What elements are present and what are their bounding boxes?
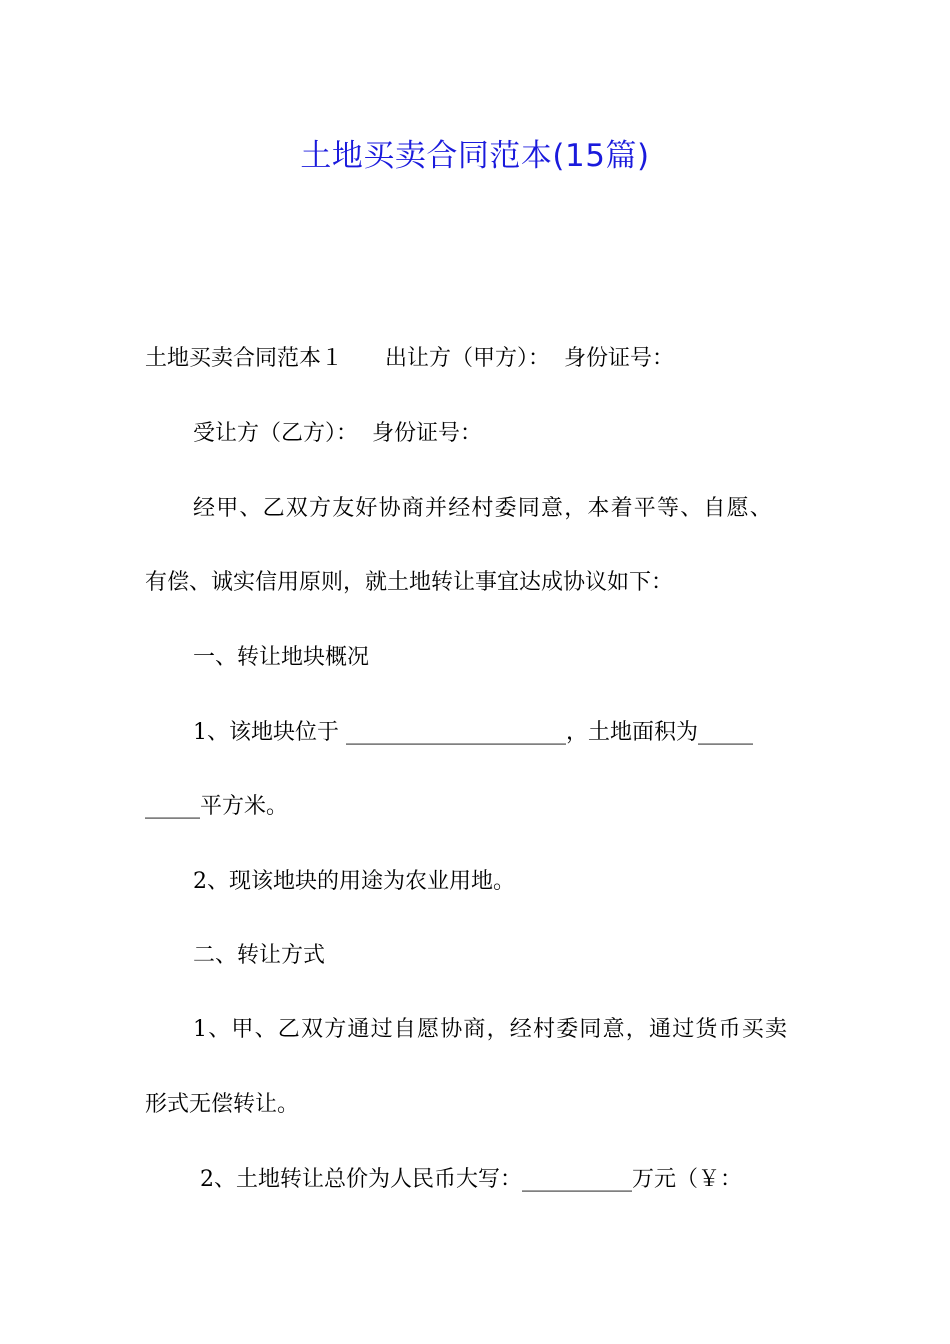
paragraph-line: _____平方米。 bbox=[145, 794, 289, 819]
document-title: 土地买卖合同范本(15篇) bbox=[300, 138, 650, 174]
paragraph-line: 1、甲、乙双方通过自愿协商，经村委同意，通过货币买卖 bbox=[193, 1017, 789, 1042]
paragraph-line: 受让方（乙方）： 身份证号： bbox=[193, 421, 482, 446]
paragraph-line: 有偿、诚实信用原则，就土地转让事宜达成协议如下： bbox=[145, 570, 674, 595]
paragraph-line: 形式无偿转让。 bbox=[145, 1092, 300, 1117]
paragraph-line: 经甲、乙双方友好协商并经村委同意，本着平等、自愿、 bbox=[193, 496, 774, 521]
section-heading: 一、转让地块概况 bbox=[193, 645, 370, 670]
paragraph-line: 1、该地块位于 ____________________，土地面积为_____ bbox=[193, 720, 753, 745]
paragraph-line: 土地买卖合同范本１ 出让方（甲方）： 身份证号： bbox=[145, 346, 674, 371]
paragraph-line: 2、现该地块的用途为农业用地。 bbox=[193, 869, 515, 894]
section-heading: 二、转让方式 bbox=[193, 943, 326, 968]
paragraph-line: 2、土地转让总价为人民币大写：__________万元（￥： bbox=[193, 1167, 742, 1192]
